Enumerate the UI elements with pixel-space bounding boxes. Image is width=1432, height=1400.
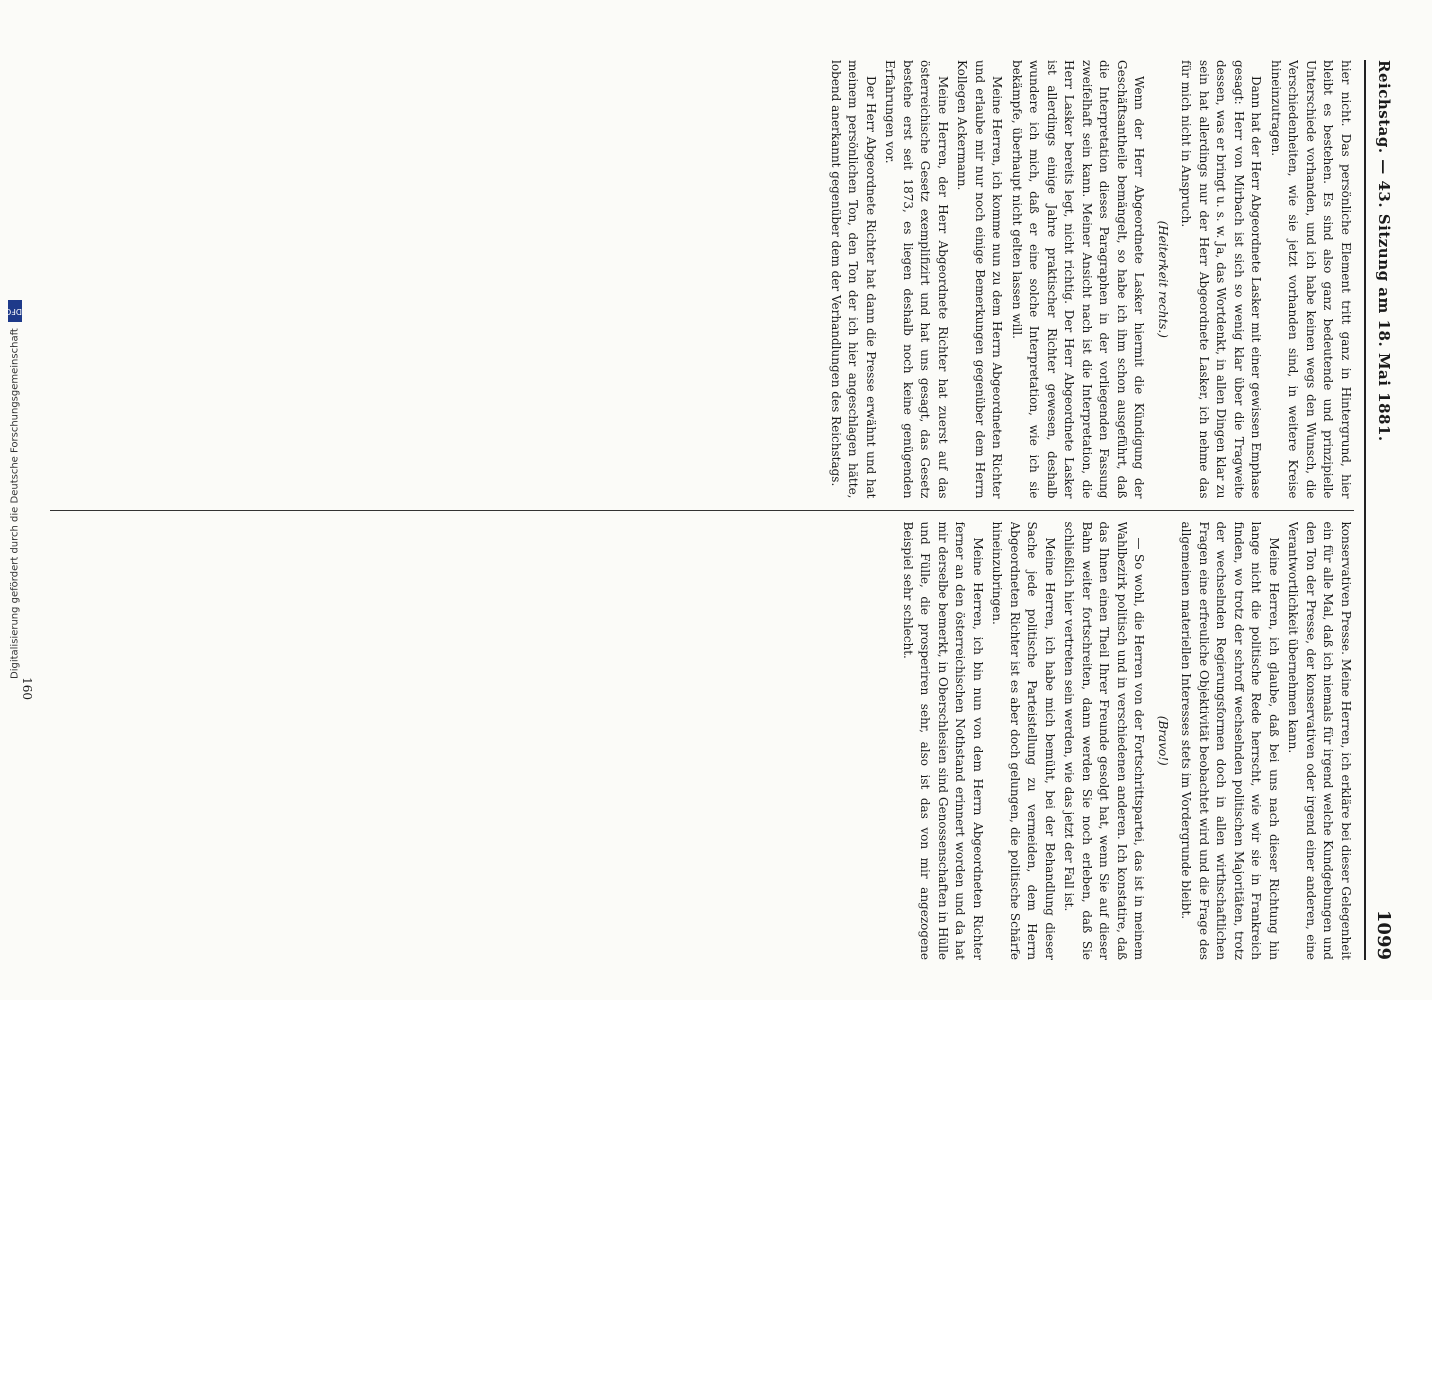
interjection: (Bravo!)	[1156, 715, 1170, 766]
column-divider	[50, 510, 1354, 511]
left-column	[50, 60, 1354, 499]
right-column	[50, 522, 1354, 961]
running-title: Reichstag. — 43. Sitzung am 18. Mai 1881.	[1375, 60, 1393, 442]
paragraph: — So wohl, die Herren von der Fortschrittspartei, das ist in meinem Wahlbezirk politisch und in verschiedenen anderen. Ich konstatire, daß das Ihnen einen Theil Ihrer Freunde gesolgt hat, wenn Sie auf dieser Bahn weiter fortschreiten, dann werden Sie noch erleben, daß Sie schließlich hier vertreten sein werden, wie das jetzt der Fall ist.	[1062, 521, 1147, 960]
paragraph: Meine Herren, ich glaube, daß bei uns nach dieser Richtung hin lange nicht die politische Rede herrscht, wie wir sie in Frankreich finden, wo trotz der schroff wechselnden politischen Majoritäten, trotz der wechselnden Regierungsformen doch in allen wirthschaftlichen Fragen eine erfreuliche Objektivität beobachtet wird und die Frage des allgemeinen materiellen Interesses stets im Vordergrunde bleibt.	[1179, 521, 1281, 960]
text-columns	[50, 60, 1354, 960]
paragraph: Meine Herren, ich bin nun von dem Herrn Abgeordneten Richter ferner an den österreichischen Nothstand erinnert worden und da hat mir derselbe bemerkt, in Oberschlesien sind Genossenschaften in Hülle und Fülle, die prosperiren sehr, also ist das von mir angezogene Beispiel sehr schlecht.	[901, 521, 985, 960]
credit-text: Digitalisierung gefördert durch die Deutsche Forschungsgemeinschaft	[9, 328, 21, 679]
digitization-credit	[6, 300, 24, 1400]
paragraph: Meine Herren, ich habe mich bemüht, bei der Behandlung dieser Sache jede politische Parteistellung zu vermeiden, dem Herrn Abgeordneten Richter ist es aber doch gelungen, die politische Schärfe hineinzubringen.	[990, 521, 1057, 960]
running-header	[1364, 60, 1402, 960]
paragraph: Dann hat der Herr Abgeordnete Lasker mit einer gewissen Emphase gesagt: Herr von Mirbach ist sich so wenig klar über die Tragweite dessen, was er bringt u. s. w. Ja, das Wortdenkt, in allen Dingen klar zu sein hat allerdings nur der Herr Abgeordnete Lasker, ich nehme das für mich nicht in Anspruch.	[1179, 60, 1264, 499]
signature-mark: 160	[20, 677, 34, 700]
paragraph: hier nicht. Das persönliche Element tritt ganz in Hintergrund, hier bleibt es bestehen. Es sind also ganz bedeutende und prinzipielle Unterschiede vorhanden, und ich habe keinen wegs den Wunsch, die Verschiedenheiten, wie sie jetzt vorhanden sind, in weitere Kreise hineinzutragen.	[1269, 60, 1353, 499]
page-number: 1099	[1373, 909, 1395, 960]
paragraph: Meine Herren, der Herr Abgeordnete Richter hat zuerst auf das österreichische Gesetz exemplifizirt und hat uns gesagt, das Gesetz bestehe erst seit 1873, es liegen deshalb noch keine genügenden Erfahrungen vor.	[883, 60, 950, 499]
paragraph: Der Herr Abgeordnete Richter hat dann die Presse erwähnt und hat meinem persönlichen Ton, den Ton der ich hier angeschlagen hätte, lobend anerkannt gegenüber dem der Verhandlungen des Reichstags.	[829, 60, 878, 499]
interjection: (Heiterkeit rechts.)	[1156, 220, 1170, 338]
paragraph: Meine Herren, ich komme nun zu dem Herrn Abgeordneten Richter und erlaube mir nur noch einige Bemerkungen gegenüber dem Herrn Kollegen Ackermann.	[955, 60, 1005, 499]
dfg-logo-icon: DFG	[8, 300, 22, 322]
paragraph: konservativen Presse. Meine Herren, ich erkläre bei dieser Gelegenheit ein für alle Mal, daß ich niemals für irgend welche Kundgebungen und den Ton der Presse, der konservativen oder irgend einer anderen, eine Verantwortlichkeit übernehmen kann.	[1286, 521, 1353, 960]
paragraph: Wenn der Herr Abgeordnete Lasker hiermit die Kündigung der Geschäftsantheile bemängelt, so habe ich ihm schon ausgeführt, daß die Interpretation dieses Paragraphen in der vorliegenden Fassung zweifelhaft sein kann. Meiner Ansicht nach ist die Interpretation, die Herr Lasker bereits legt, nicht richtig. Der Herr Abgeordnete Lasker ist allerdings einige Jahre praktischer Richter gewesen, deshalb wundere ich mich, daß er eine solche Interpretation, wie ich sie bekämpfe, überhaupt nicht gelten lassen will.	[1010, 60, 1147, 499]
